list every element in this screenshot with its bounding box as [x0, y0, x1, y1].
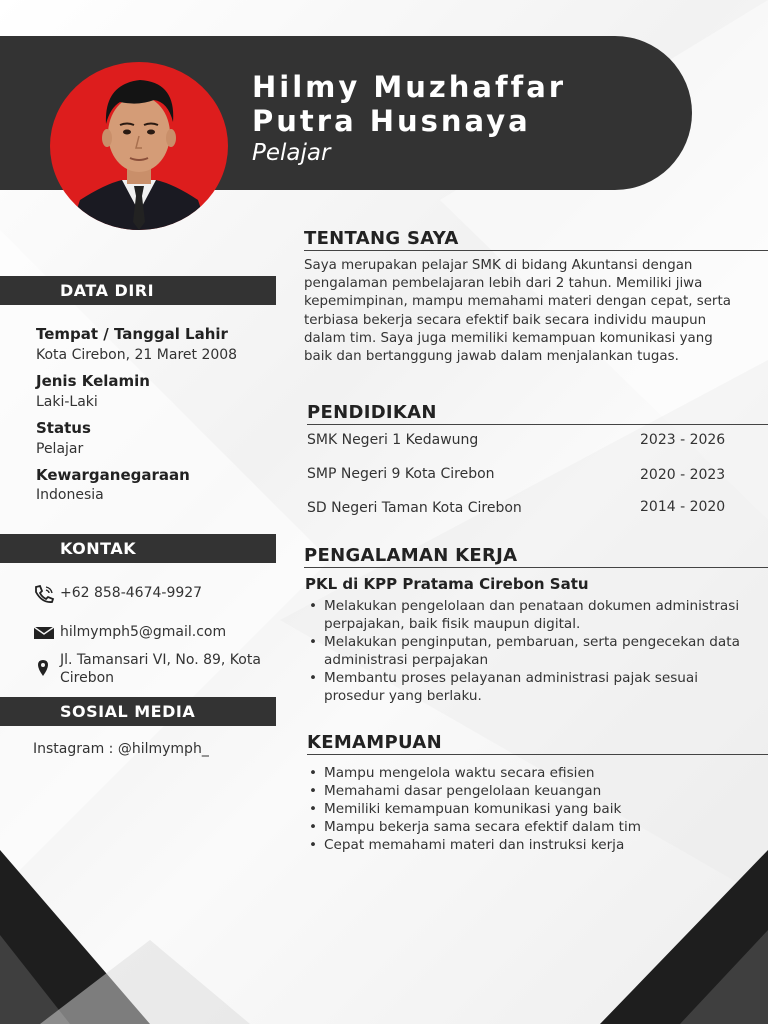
education-years-1: 2023 - 2026 [640, 432, 726, 448]
home-address: Jl. Tamansari VI, No. 89, Kota Cirebon [60, 652, 261, 686]
list-item: • Melakukan pengelolaan dan penataan dokumen administrasi perpajakan, baik fisik maupun digital. [324, 597, 744, 633]
status-label: Status [36, 419, 91, 437]
gender-value: Laki-Laki [36, 394, 98, 410]
list-item: • Membantu proses pelayanan administrasi pajak sesuai prosedur yang berlaku. [324, 669, 744, 705]
instagram-handle[interactable]: Instagram : @hilmymph_ [33, 741, 209, 757]
full-name: Hilmy Muzhaffar Putra Husnaya [252, 70, 567, 138]
kontak-header: KONTAK [0, 534, 276, 563]
list-item: • Melakukan penginputan, pembaruan, serta pengecekan data administrasi perpajakan [324, 633, 744, 669]
phone-icon [33, 585, 55, 603]
skills-list [324, 764, 744, 854]
list-item: • Memahami dasar pengelolaan keuangan [324, 782, 744, 800]
education-school-3: SD Negeri Taman Kota Cirebon [307, 500, 522, 516]
job-role: Pelajar [252, 140, 331, 166]
list-item: • Cepat memahami materi dan instruksi kerja [324, 836, 744, 854]
education-years-3: 2014 - 2020 [640, 499, 726, 515]
list-item: • Mampu bekerja sama secara efektif dalam tim [324, 818, 744, 836]
pendidikan-title: PENDIDIKAN [307, 402, 768, 425]
envelope-icon [33, 624, 55, 642]
education-years-2: 2020 - 2023 [640, 467, 726, 483]
birth-label: Tempat / Tanggal Lahir [36, 325, 228, 343]
status-value: Pelajar [36, 441, 84, 457]
citizenship-value: Indonesia [36, 487, 104, 503]
map-pin-icon [33, 659, 55, 677]
gender-label: Jenis Kelamin [36, 372, 150, 390]
email-address[interactable]: hilmymph5@gmail.com [60, 624, 227, 640]
citizenship-label: Kewarganegaraan [36, 466, 190, 484]
kemampuan-title: KEMAMPUAN [307, 732, 768, 755]
experience-list [324, 597, 744, 705]
list-item: • Memiliki kemampuan komunikasi yang baik [324, 800, 744, 818]
person-portrait-icon [50, 62, 228, 230]
education-school-1: SMK Negeri 1 Kedawung [307, 432, 479, 448]
tentang-saya-title: TENTANG SAYA [304, 228, 768, 251]
sosial-media-header: SOSIAL MEDIA [0, 697, 276, 726]
pengalaman-kerja-title: PENGALAMAN KERJA [304, 545, 768, 568]
phone-number[interactable]: +62 858-4674-9927 [60, 585, 203, 601]
birth-value: Kota Cirebon, 21 Maret 2008 [36, 347, 238, 363]
list-item: • Mampu mengelola waktu secara efisien [324, 764, 744, 782]
about-text: Saya merupakan pelajar SMK di bidang Akuntansi dengan pengalaman pembelajaran lebih dari 2 tahun. Memiliki jiwa kepemimpinan, mampu memahami materi dengan cepat, serta terbiasa bekerja secara efektif baik secara individu maupun dalam tim. Saya juga memiliki kemampuan komunikasi yang baik dan bertanggung jawab dalam menjalankan tugas. [304, 258, 731, 365]
data-diri-header: DATA DIRI [0, 276, 276, 305]
internship-title: PKL di KPP Pratama Cirebon Satu [305, 575, 589, 593]
profile-photo [50, 62, 228, 230]
education-school-2: SMP Negeri 9 Kota Cirebon [307, 466, 495, 482]
